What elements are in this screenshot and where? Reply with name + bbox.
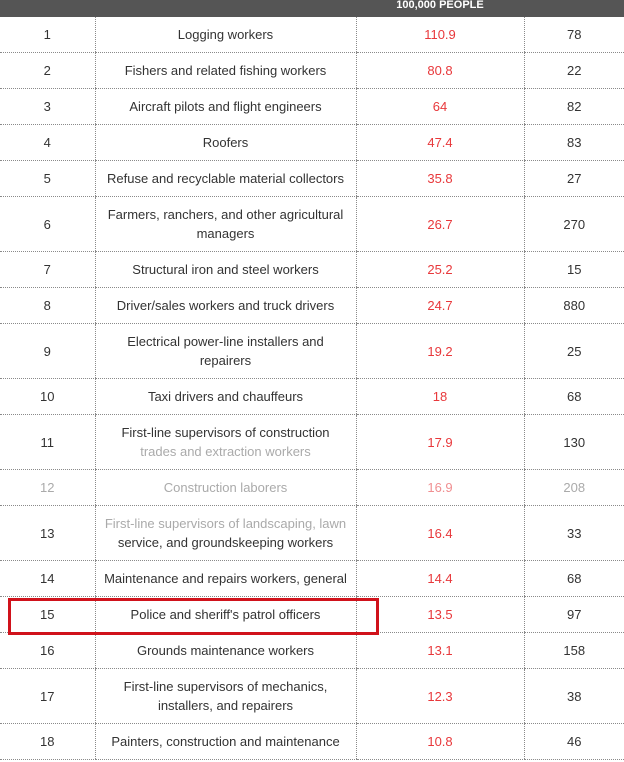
- deaths-cell: 68: [524, 379, 624, 415]
- table-row: [0, 17, 624, 53]
- rank-cell: 7: [0, 252, 95, 288]
- occupation-cell: Logging workers: [95, 17, 356, 53]
- occupation-line: managers: [196, 226, 255, 241]
- rate-cell: 64: [356, 89, 524, 125]
- table-row: [0, 724, 624, 760]
- table-header: [0, 0, 624, 17]
- rank-cell: 16: [0, 633, 95, 669]
- occupation-cell: [95, 415, 356, 470]
- table-row: [0, 252, 624, 288]
- occupation-line: First-line supervisors of landscaping, lawn: [104, 516, 347, 531]
- header-rate-label: 100,000 PEOPLE: [396, 0, 484, 11]
- occupation-cell: Police and sheriff's patrol officers: [95, 597, 356, 633]
- rank-cell: 17: [0, 669, 95, 724]
- rank-cell: 11: [0, 415, 95, 470]
- rank-cell: 6: [0, 197, 95, 252]
- occupation-cell: [95, 506, 356, 561]
- occupation-cell: Taxi drivers and chauffeurs: [95, 379, 356, 415]
- table-row: [0, 53, 624, 89]
- table-row: [0, 415, 624, 470]
- rank-cell: 3: [0, 89, 95, 125]
- deaths-cell: 27: [524, 161, 624, 197]
- deaths-cell: 82: [524, 89, 624, 125]
- occupation-line: Electrical power-line installers and: [127, 334, 324, 349]
- rate-cell: 13.5: [356, 597, 524, 633]
- rate-cell: 110.9: [356, 17, 524, 53]
- occupation-cell: Construction laborers: [95, 470, 356, 506]
- occupation-cell: [95, 324, 356, 379]
- occupation-cell: Refuse and recyclable material collectors: [95, 161, 356, 197]
- occupation-cell: Driver/sales workers and truck drivers: [95, 288, 356, 324]
- table-row-highlighted: [0, 597, 624, 633]
- rate-cell: 13.1: [356, 633, 524, 669]
- rate-cell: 16.9: [356, 470, 524, 506]
- occupation-line: trades and extraction workers: [140, 444, 311, 459]
- deaths-cell: 270: [524, 197, 624, 252]
- rank-cell: 10: [0, 379, 95, 415]
- table-row: [0, 633, 624, 669]
- rate-cell: 26.7: [356, 197, 524, 252]
- deaths-cell: 38: [524, 669, 624, 724]
- rate-cell: 47.4: [356, 125, 524, 161]
- rate-cell: 12.3: [356, 669, 524, 724]
- occupation-cell: [95, 197, 356, 252]
- occupation-line: service, and groundskeeping workers: [117, 535, 334, 550]
- occupation-cell: Maintenance and repairs workers, general: [95, 561, 356, 597]
- rate-cell: 25.2: [356, 252, 524, 288]
- occupations-table: [0, 17, 624, 760]
- deaths-cell: 15: [524, 252, 624, 288]
- deaths-cell: 25: [524, 324, 624, 379]
- rate-cell: 35.8: [356, 161, 524, 197]
- rate-cell: 19.2: [356, 324, 524, 379]
- rate-cell: 17.9: [356, 415, 524, 470]
- deaths-cell: 78: [524, 17, 624, 53]
- table-row: [0, 470, 624, 506]
- deaths-cell: 880: [524, 288, 624, 324]
- rank-cell: 15: [0, 597, 95, 633]
- deaths-cell: 46: [524, 724, 624, 760]
- rate-cell: 24.7: [356, 288, 524, 324]
- deaths-cell: 83: [524, 125, 624, 161]
- rank-cell: 12: [0, 470, 95, 506]
- table-row: [0, 506, 624, 561]
- rate-cell: 80.8: [356, 53, 524, 89]
- occupation-line: First-line supervisors of construction: [121, 425, 330, 440]
- rank-cell: 5: [0, 161, 95, 197]
- table-row: [0, 161, 624, 197]
- rank-cell: 1: [0, 17, 95, 53]
- rank-cell: 14: [0, 561, 95, 597]
- rate-cell: 14.4: [356, 561, 524, 597]
- table-row: [0, 561, 624, 597]
- table-row: [0, 669, 624, 724]
- rate-cell: 10.8: [356, 724, 524, 760]
- occupation-cell: Structural iron and steel workers: [95, 252, 356, 288]
- deaths-cell: 158: [524, 633, 624, 669]
- occupation-line: Farmers, ranchers, and other agricultural: [107, 207, 344, 222]
- deaths-cell: 97: [524, 597, 624, 633]
- table-row: [0, 288, 624, 324]
- occupation-cell: Aircraft pilots and flight engineers: [95, 89, 356, 125]
- rank-cell: 13: [0, 506, 95, 561]
- deaths-cell: 33: [524, 506, 624, 561]
- rank-cell: 8: [0, 288, 95, 324]
- rank-cell: 9: [0, 324, 95, 379]
- rate-cell: 18: [356, 379, 524, 415]
- occupation-line: repairers: [199, 353, 252, 368]
- occupation-cell: Fishers and related fishing workers: [95, 53, 356, 89]
- table-row: [0, 197, 624, 252]
- rank-cell: 18: [0, 724, 95, 760]
- table-row: [0, 324, 624, 379]
- table-row: [0, 379, 624, 415]
- occupation-cell: Roofers: [95, 125, 356, 161]
- rank-cell: 4: [0, 125, 95, 161]
- occupation-line: installers, and repairers: [157, 698, 294, 713]
- rate-cell: 16.4: [356, 506, 524, 561]
- occupation-cell: [95, 669, 356, 724]
- occupation-cell: Grounds maintenance workers: [95, 633, 356, 669]
- deaths-cell: 208: [524, 470, 624, 506]
- table-row: [0, 125, 624, 161]
- occupation-cell: Painters, construction and maintenance: [95, 724, 356, 760]
- table-row: [0, 89, 624, 125]
- deaths-cell: 22: [524, 53, 624, 89]
- occupation-line: First-line supervisors of mechanics,: [123, 679, 328, 694]
- deaths-cell: 68: [524, 561, 624, 597]
- deaths-cell: 130: [524, 415, 624, 470]
- rank-cell: 2: [0, 53, 95, 89]
